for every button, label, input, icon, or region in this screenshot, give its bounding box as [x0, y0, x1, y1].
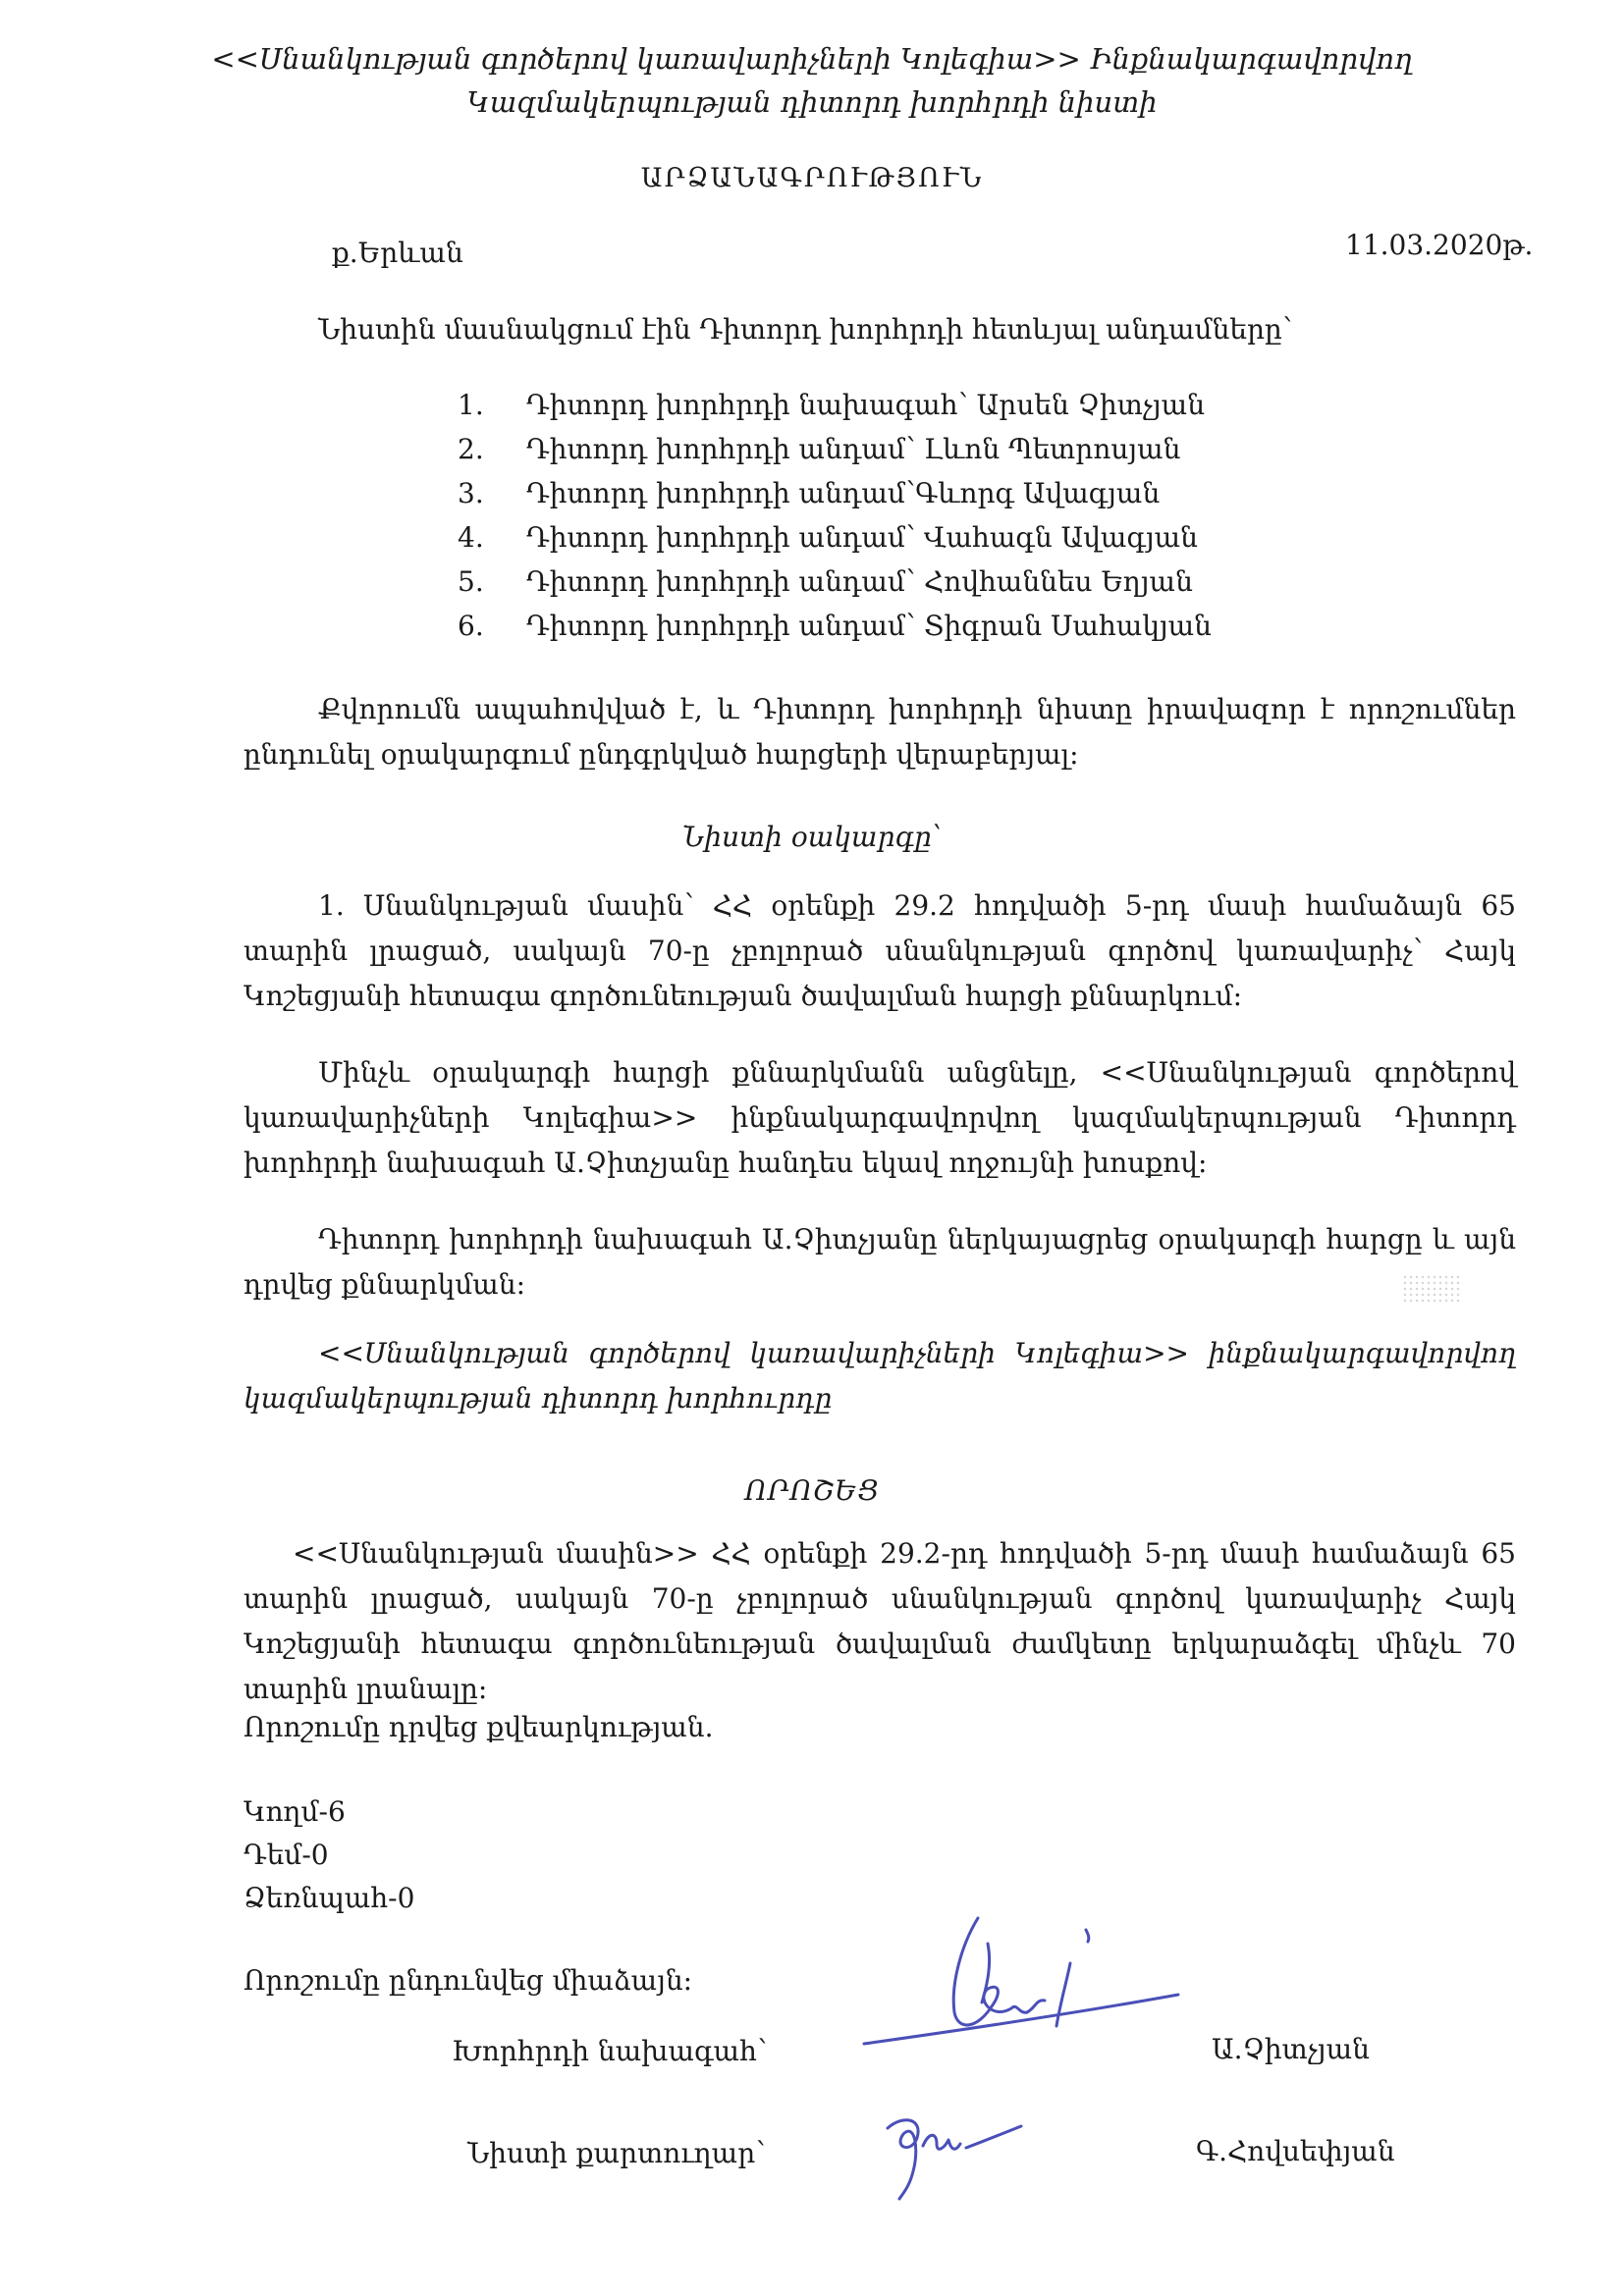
list-item [458, 604, 1212, 648]
agenda-heading: Նիստի օակարգը՝ [681, 821, 943, 853]
date: 11.03.2020թ. [1345, 229, 1534, 261]
member-text: Դիտորդ խորհրդի նախագահ՝ Արսեն Չիտչյան [526, 389, 1206, 421]
header-line-2: Կազմակերպության դիտորդ խորհրդի նիստի [466, 85, 1158, 119]
list-item [458, 515, 1212, 560]
members-list [458, 383, 1212, 648]
vote-put: Որոշումը դրվեց քվեարկության. [244, 1711, 714, 1743]
document-title: ԱՐՁԱՆԱԳՐՈՒԹՅՈՒՆ [640, 163, 984, 193]
votes-for: Կողմ-6 [244, 1795, 346, 1828]
member-text: Դիտորդ խորհրդի անդամ՝Գևորգ Ավագյան [526, 477, 1161, 509]
list-number: 4. [458, 521, 484, 554]
secretary-label: Նիստի քարտուղար՝ [467, 2137, 766, 2169]
chair-name: Ա.Չիտչյան [1212, 2033, 1370, 2065]
list-number: 5. [458, 565, 484, 598]
secretary-name: Գ.Հովսեփյան [1196, 2135, 1395, 2167]
member-text: Դիտորդ խորհրդի անդամ՝ Լևոն Պետրոսյան [526, 433, 1181, 465]
decision-heading: ՈՐՈՇԵՑ [744, 1474, 880, 1507]
votes-abstain: Ձեռնպահ-0 [244, 1882, 415, 1914]
list-item [458, 383, 1212, 427]
list-item [458, 427, 1212, 471]
list-item [458, 560, 1212, 604]
place: ք.Երևան [332, 237, 463, 269]
member-text: Դիտորդ խորհրդի անդամ՝ Տիգրան Սահակյան [526, 610, 1212, 642]
adopted-text: Որոշումը ընդունվեց միաձայն: [244, 1964, 693, 1997]
secretary-signature [864, 2089, 1060, 2207]
list-number: 3. [458, 477, 484, 509]
votes-against: Դեմ-0 [244, 1839, 329, 1871]
member-text: Դիտորդ խորհրդի անդամ՝ Հովհաննես Եղյան [526, 565, 1193, 598]
list-number: 1. [458, 389, 484, 421]
opening-paragraph: Մինչև օրակարգի հարցի քննարկմանն անցնելը, <<Սնանկության գործերով կառավարիչների Կոլեգիա>> ինքնակարգավորվող կազմակերպության Դիտորդ խորհրդի նախագահ Ա.Չիտչյանը հանդես եկավ ողջույնի խոսքով: [244, 1056, 1516, 1179]
attendance-intro: Նիստին մասնակցում էին Դիտորդ խորհրդի հետևյալ անդամները՝ [318, 313, 1293, 346]
presentation-paragraph: Դիտորդ խորհրդի նախագահ Ա.Չիտչյանը ներկայացրեց օրակարգի հարցը և այն դրվեց քննարկման: [244, 1223, 1516, 1301]
decision-paragraph: <<Սնանկության մասին>> ՀՀ օրենքի 29.2-րդ հոդվածի 5-րդ մասի համաձայն 65 տարին լրացած, սակայն 70-ը չբոլորած սնանկության գործով կառավարիչ Հայկ Կոշեցյանի հետագա գործունեության ծավալման ժամկետը երկարաձգել մինչև 70 տարին լրանալը: [244, 1537, 1516, 1705]
scan-artifact [1402, 1274, 1461, 1304]
vote-results [244, 1790, 414, 1920]
header-line-1: <<Սնանկության գործերով կառավարիչների Կոլեգիա>> Ինքնակարգավորվող [211, 42, 1413, 76]
list-number: 6. [458, 610, 484, 642]
agenda-item: 1. Սնանկության մասին՝ ՀՀ օրենքի 29.2 հոդվածի 5-րդ մասի համաձայն 65 տարին լրացած, սակայն 70-ը չբոլորած սնանկության գործով կառավարիչ՝ Հայկ Կոշեցյանի հետագա գործունեության ծավալման հարցի քննարկում: [244, 889, 1516, 1012]
quorum-paragraph: Քվորումն ապահովված է, և Դիտորդ խորհրդի նիստը իրավազոր է որոշումներ ընդունել օրակարգում ընդգրկված հարցերի վերաբերյալ: [244, 693, 1516, 771]
council-paragraph: <<Սնանկության գործերով կառավարիչների Կոլեգիա>> ինքնակարգավորվող կազմակերպության դիտորդ խորհուրդը [244, 1337, 1516, 1415]
list-number: 2. [458, 433, 484, 465]
chair-signature [844, 1904, 1198, 2061]
list-item [458, 471, 1212, 515]
member-text: Դիտորդ խորհրդի անդամ՝ Վահագն Ավագյան [526, 521, 1198, 554]
chair-label: Խորհրդի նախագահ՝ [452, 2035, 768, 2067]
